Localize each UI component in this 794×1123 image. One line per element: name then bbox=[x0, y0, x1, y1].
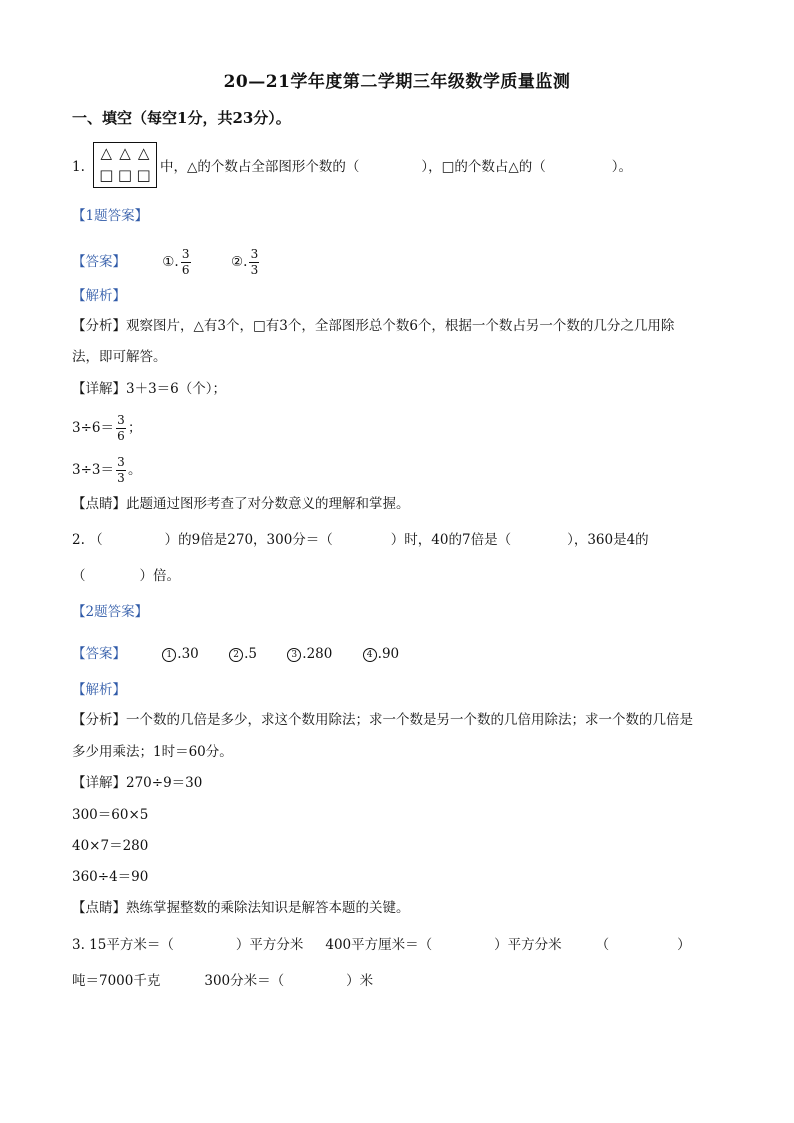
q3-text-d: ）平方分米 bbox=[494, 937, 562, 953]
xiangjie-text: 270÷9＝30 bbox=[126, 775, 203, 791]
triangle-icon: △ bbox=[137, 144, 150, 162]
square-row bbox=[94, 166, 156, 184]
answer-tag: 【答案】 bbox=[72, 254, 126, 270]
q2-text-a: 2. （ bbox=[72, 532, 103, 548]
triangle-icon: △ bbox=[119, 144, 131, 162]
step-lhs: 3÷3＝ bbox=[72, 462, 114, 478]
xiangjie-tag: 【详解】 bbox=[72, 775, 126, 791]
q1-number: 1. bbox=[72, 159, 85, 175]
square-icon: □ bbox=[117, 166, 133, 184]
q1-text-c: ）。 bbox=[611, 159, 633, 175]
q2-analysis-heading: 【解析】 bbox=[72, 682, 126, 698]
q2-answer-heading: 【2题答案】 bbox=[72, 604, 149, 620]
denominator: 6 bbox=[181, 263, 190, 277]
q2-text-c: ）时，40的7倍是（ bbox=[390, 532, 512, 548]
q3-text-g: 吨＝7000千克 bbox=[72, 973, 161, 989]
answer-tag: 【答案】 bbox=[72, 646, 126, 662]
fenxi-text: 观察图片，△有3个，□有3个，全部图形总个数6个，根据一个数占另一个数的几分之几用除 bbox=[126, 318, 675, 334]
q2-text-d: ），360是4的 bbox=[567, 532, 649, 548]
mark: ① bbox=[162, 254, 175, 270]
q3-text-i: ）米 bbox=[346, 973, 374, 989]
page-title: 20—21学年度第二学期三年级数学质量监测 bbox=[223, 72, 571, 92]
q1-question bbox=[160, 157, 632, 177]
q1-step-2 bbox=[72, 414, 142, 443]
answer-value: 30 bbox=[181, 646, 199, 662]
q2-answer-3: 3 .280 bbox=[287, 644, 332, 664]
q1-fenxi-1 bbox=[72, 316, 674, 336]
q2-text-e: （ bbox=[72, 568, 86, 584]
q1-answer-2: ②. $\frac{3}{3}$ bbox=[231, 247, 259, 277]
fenxi-text: 一个数的几倍是多少，求这个数用除法；求一个数是另一个数的几倍用除法；求一个数的几倍是 bbox=[126, 712, 693, 728]
circled-number: 2 bbox=[229, 648, 243, 662]
numerator: 3 bbox=[250, 247, 259, 261]
q1-fenxi-2: 法，即可解答。 bbox=[72, 349, 167, 365]
xiangjie-tag: 【详解】 bbox=[72, 381, 126, 397]
mark: ② bbox=[231, 254, 244, 270]
step-lhs: 3÷6＝ bbox=[72, 420, 114, 436]
q2-xiangjie-1 bbox=[72, 773, 202, 793]
q3-text-h: 300分米＝（ bbox=[204, 973, 285, 989]
circled-number: 3 bbox=[287, 648, 301, 662]
q3-text-f: ） bbox=[677, 937, 691, 953]
section-heading: 一、填空（每空1分，共23分）。 bbox=[72, 109, 291, 127]
q2-answer-1: 1 .30 bbox=[162, 644, 198, 664]
q1-shape-figure bbox=[93, 142, 157, 188]
denominator: 6 bbox=[117, 429, 125, 443]
q2-xiangjie-4: 360÷4＝90 bbox=[72, 869, 149, 885]
q3-text-a: 3. 15平方米＝（ bbox=[72, 937, 174, 953]
q2-answer-line bbox=[72, 644, 399, 664]
q2-question-line-2 bbox=[72, 566, 180, 586]
xiangjie-text: 3＋3＝6（个）； bbox=[126, 381, 227, 397]
answer-value: 280 bbox=[306, 646, 333, 662]
step-end: ； bbox=[128, 420, 142, 436]
square-icon: □ bbox=[99, 166, 114, 184]
q2-fenxi-2: 多少用乘法；1时＝60分。 bbox=[72, 744, 233, 760]
dianjing-tag: 【点睛】 bbox=[72, 496, 126, 512]
q1-xiangjie-1 bbox=[72, 379, 226, 399]
circled-number: 1 bbox=[162, 648, 176, 662]
q1-analysis-heading: 【解析】 bbox=[72, 288, 126, 304]
numerator: 3 bbox=[117, 413, 125, 427]
q2-text-f: ）倍。 bbox=[139, 568, 180, 584]
fraction bbox=[116, 414, 126, 443]
dianjing-text: 此题通过图形考查了对分数意义的理解和掌握。 bbox=[126, 496, 410, 512]
q2-answer-2: 2 .5 bbox=[229, 644, 257, 664]
q3-question-line-2 bbox=[72, 971, 373, 991]
q1-step-3 bbox=[72, 456, 142, 485]
fraction bbox=[116, 456, 126, 485]
q3-text-e: （ bbox=[595, 937, 610, 953]
step-end: 。 bbox=[128, 462, 142, 478]
triangle-icon: △ bbox=[100, 144, 113, 162]
answer-value: 90 bbox=[381, 646, 400, 662]
denominator: 3 bbox=[117, 471, 125, 485]
q2-answer-4: 4 .90 bbox=[363, 644, 399, 664]
q2-xiangjie-2: 300＝60×5 bbox=[72, 807, 149, 823]
circled-number: 4 bbox=[363, 648, 377, 662]
fraction bbox=[181, 248, 191, 277]
q3-question-line-1 bbox=[72, 935, 691, 955]
dianjing-tag: 【点睛】 bbox=[72, 900, 126, 916]
numerator: 3 bbox=[117, 455, 125, 469]
q1-answer-line bbox=[72, 248, 261, 277]
q2-dianjing bbox=[72, 898, 410, 918]
q1-answer-heading: 【1题答案】 bbox=[72, 208, 149, 224]
fenxi-tag: 【分析】 bbox=[72, 318, 126, 334]
fenxi-tag: 【分析】 bbox=[72, 712, 126, 728]
q2-text-b: ）的9倍是270，300分＝（ bbox=[164, 532, 333, 548]
q2-xiangjie-3: 40×7＝280 bbox=[72, 838, 149, 854]
dianjing-text: 熟练掌握整数的乘除法知识是解答本题的关键。 bbox=[126, 900, 410, 916]
triangle-row bbox=[94, 144, 156, 162]
square-icon: □ bbox=[136, 166, 151, 184]
q3-text-c: 400平方厘米＝（ bbox=[325, 937, 433, 953]
q1-dianjing bbox=[72, 494, 410, 514]
q1-text-b: ），□的个数占△的（ bbox=[421, 159, 546, 175]
denominator: 3 bbox=[250, 263, 259, 277]
answer-value: 5 bbox=[248, 646, 257, 662]
q3-text-b: ）平方分米 bbox=[235, 937, 304, 953]
fraction bbox=[249, 248, 259, 277]
q1-text-a: 中，△的个数占全部图形个数的（ bbox=[160, 159, 360, 175]
q1-answer-1: ①. $\frac{3}{6}$ bbox=[162, 247, 190, 277]
q2-fenxi-1 bbox=[72, 710, 693, 730]
q2-question-line-1 bbox=[72, 530, 649, 550]
numerator: 3 bbox=[181, 247, 190, 261]
